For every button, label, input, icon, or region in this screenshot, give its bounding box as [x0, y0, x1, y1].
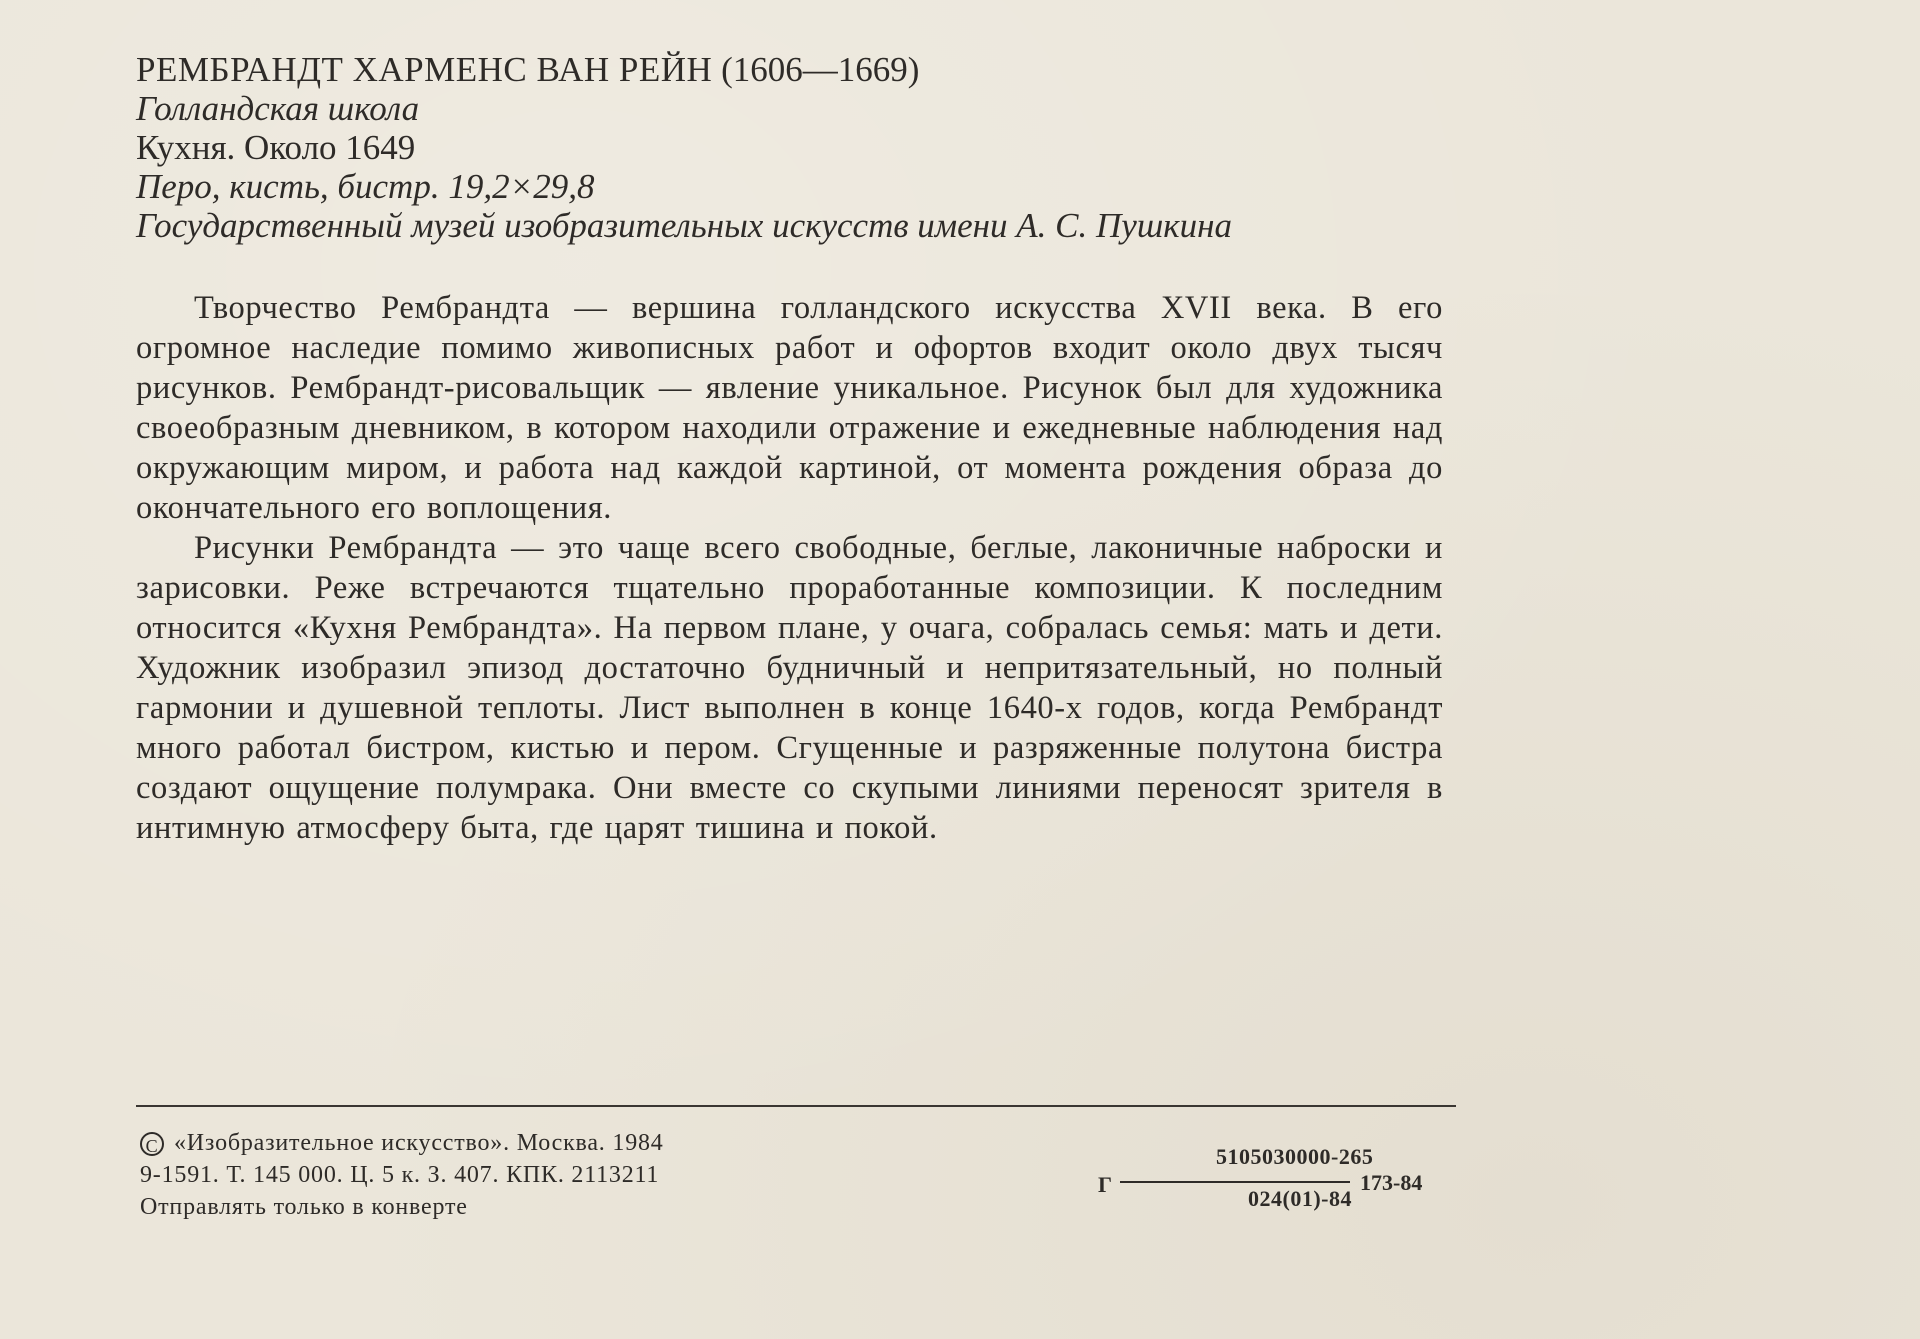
code-suffix: 173-84 — [1360, 1170, 1423, 1195]
artist-years: (1606—1669) — [721, 50, 920, 89]
fraction-line — [1120, 1181, 1350, 1183]
catalog-code — [1098, 1140, 1458, 1220]
copyright-icon: C — [140, 1132, 164, 1156]
artist-line — [136, 50, 1456, 89]
technique: Перо, кисть, бистр. 19,2×29,8 — [136, 167, 595, 206]
paragraph-1: Творчество Рембрандта — вершина голландского искусства XVII века. В его огромное наследие помимо живописных работ и офортов входит около двух тысяч рисунков. Рембрандт-рисовальщик — явление уникальное. Рисунок был для художника своеобразным дневником, в котором находили отражение и ежедневные наблюдения над окружающим миром, и работа над каждой картиной, от момента рождения образа до окончательного его воплощения. — [136, 290, 1443, 526]
mailing-note: Отправлять только в конверте — [140, 1194, 468, 1220]
publisher-line — [140, 1127, 664, 1159]
code-denominator: 024(01)-84 — [1248, 1186, 1352, 1211]
description — [136, 288, 1443, 848]
print-info: 9-1591. Т. 145 000. Ц. 5 к. З. 407. КПК. 2113211 — [140, 1162, 660, 1188]
artwork-header — [136, 50, 1456, 245]
code-letter: Г — [1098, 1172, 1112, 1197]
paragraph-2: Рисунки Рембрандта — это чаще всего свободные, беглые, лаконичные наброски и зарисовки. Реже встречаются тщательно проработанные композиции. К последним относится «Кухня Рембрандта». На первом плане, у очага, собралась семья: мать и дети. Художник изобразил эпизод достаточно будничный и непритязательный, но полный гармонии и душевной теплоты. Лист выполнен в конце 1640-х годов, когда Рембрандт много работал бистром, кистью и пером. Сгущенные и разряженные полутона бистра создают ощущение полумрака. Они вместе со скупыми линиями переносят зрителя в интимную атмосферу быта, где царят тишина и покой. — [136, 530, 1443, 846]
code-numerator: 5105030000-265 — [1216, 1144, 1374, 1169]
imprint — [140, 1127, 664, 1223]
divider — [136, 1105, 1456, 1107]
artwork-title: Кухня. Около 1649 — [136, 128, 416, 167]
publisher: «Изобразительное искусство». Москва. 1984 — [174, 1130, 664, 1156]
museum: Государственный музей изобразительных искусств имени А. С. Пушкина — [136, 206, 1232, 245]
artist-name: РЕМБРАНДТ ХАРМЕНС ВАН РЕЙН — [136, 50, 713, 89]
school: Голландская школа — [136, 89, 420, 128]
